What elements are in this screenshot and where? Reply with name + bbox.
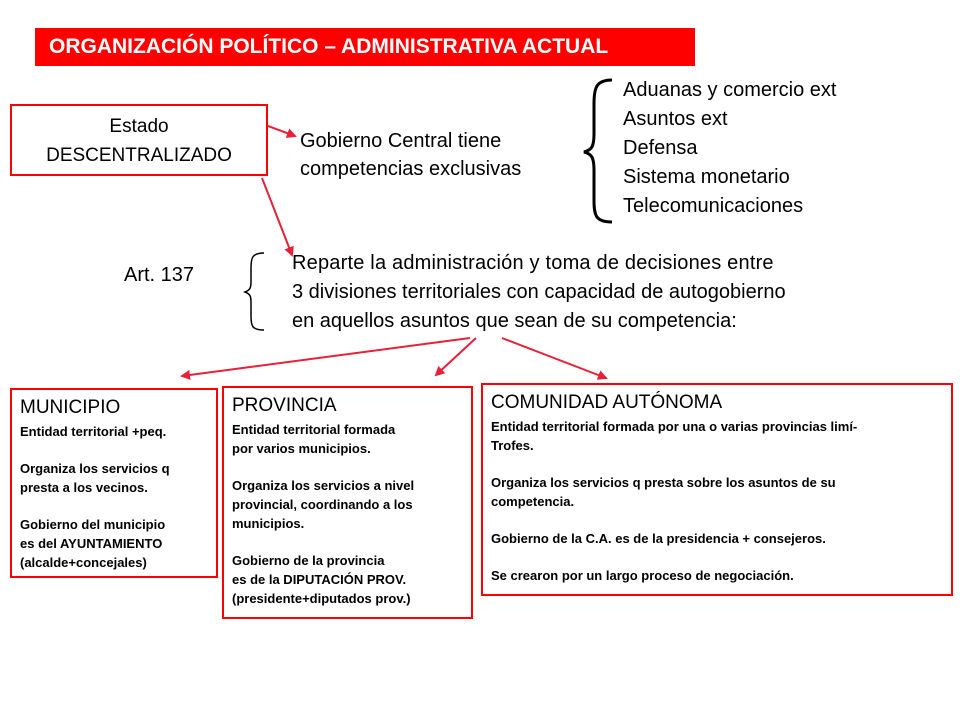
estado-box: [10, 104, 268, 176]
description-line: por varios municipios.: [232, 441, 371, 456]
competencias-list: [623, 76, 836, 221]
brace-art137: [245, 253, 264, 330]
provincia-box: [222, 386, 473, 619]
estado-label: Estado: [109, 116, 169, 137]
provincia-title: PROVINCIA: [232, 395, 337, 416]
description-line: Gobierno del municipio: [20, 517, 166, 532]
description-line: Entidad territorial formada: [232, 422, 396, 437]
line-gap: [232, 458, 463, 476]
arrow-estado-to-reparte: [262, 178, 292, 255]
municipio-title: MUNICIPIO: [20, 397, 121, 418]
description-line: Organiza los servicios q presta sobre los asuntos de su: [491, 475, 836, 490]
reparte-line: en aquellos asuntos que sean de su competencia:: [292, 310, 737, 332]
competencia-item: Telecomunicaciones: [623, 195, 804, 217]
line-gap: [20, 497, 208, 515]
line-gap: [491, 511, 943, 529]
line-gap: [491, 455, 943, 473]
description-line: provincial, coordinando a los: [232, 497, 413, 512]
gobierno-line-1: Gobierno Central tiene: [300, 130, 502, 152]
description-line: (presidente+diputados prov.): [232, 591, 411, 606]
page-title: ORGANIZACIÓN POLÍTICO – ADMINISTRATIVA ACTUAL: [35, 28, 695, 66]
competencia-item: Asuntos ext: [623, 108, 728, 130]
competencia-item: Aduanas y comercio ext: [623, 79, 837, 101]
description-line: Organiza los servicios a nivel: [232, 478, 415, 493]
description-line: Entidad territorial +peq.: [20, 424, 167, 439]
description-line: Entidad territorial formada por una o varias provincias limí-: [491, 419, 858, 434]
arrow-to-provincia: [436, 338, 476, 375]
reparte-line: Reparte la administración y toma de decisiones entre: [292, 252, 774, 274]
description-line: Organiza los servicios q: [20, 461, 170, 476]
competencia-item: Defensa: [623, 137, 698, 159]
description-line: Gobierno de la provincia: [232, 553, 385, 568]
description-line: Se crearon por un largo proceso de negociación.: [491, 568, 794, 583]
description-line: Trofes.: [491, 438, 534, 453]
description-line: competencia.: [491, 494, 575, 509]
municipio-description: [20, 422, 208, 572]
arrow-estado-to-gobierno: [268, 126, 295, 136]
brace-competencias: [584, 80, 612, 222]
provincia-description: [232, 420, 463, 608]
gobierno-line-2: competencias exclusivas: [300, 158, 522, 180]
article-label: Art. 137: [124, 264, 195, 286]
description-line: es de la DIPUTACIÓN PROV.: [232, 572, 407, 587]
reparte-line: 3 divisiones territoriales con capacidad de autogobierno: [292, 281, 786, 303]
description-line: municipios.: [232, 516, 305, 531]
line-gap: [232, 533, 463, 551]
competencia-item: Sistema monetario: [623, 166, 790, 188]
description-line: (alcalde+concejales): [20, 555, 147, 570]
estado-type-label: DESCENTRALIZADO: [46, 145, 232, 166]
description-line: Gobierno de la C.A. es de la presidencia + consejeros.: [491, 531, 826, 546]
description-line: es del AYUNTAMIENTO: [20, 536, 163, 551]
line-gap: [491, 548, 943, 566]
gobierno-central-text: [300, 127, 521, 183]
comunidad-box: [481, 383, 953, 596]
arrow-to-comunidad: [502, 338, 606, 378]
municipio-box: [10, 388, 218, 578]
line-gap: [20, 441, 208, 459]
comunidad-description: [491, 417, 943, 585]
arrow-to-municipio: [182, 338, 470, 376]
description-line: presta a los vecinos.: [20, 480, 148, 495]
comunidad-title: COMUNIDAD AUTÓNOMA: [491, 392, 723, 413]
reparte-text: [292, 249, 786, 336]
